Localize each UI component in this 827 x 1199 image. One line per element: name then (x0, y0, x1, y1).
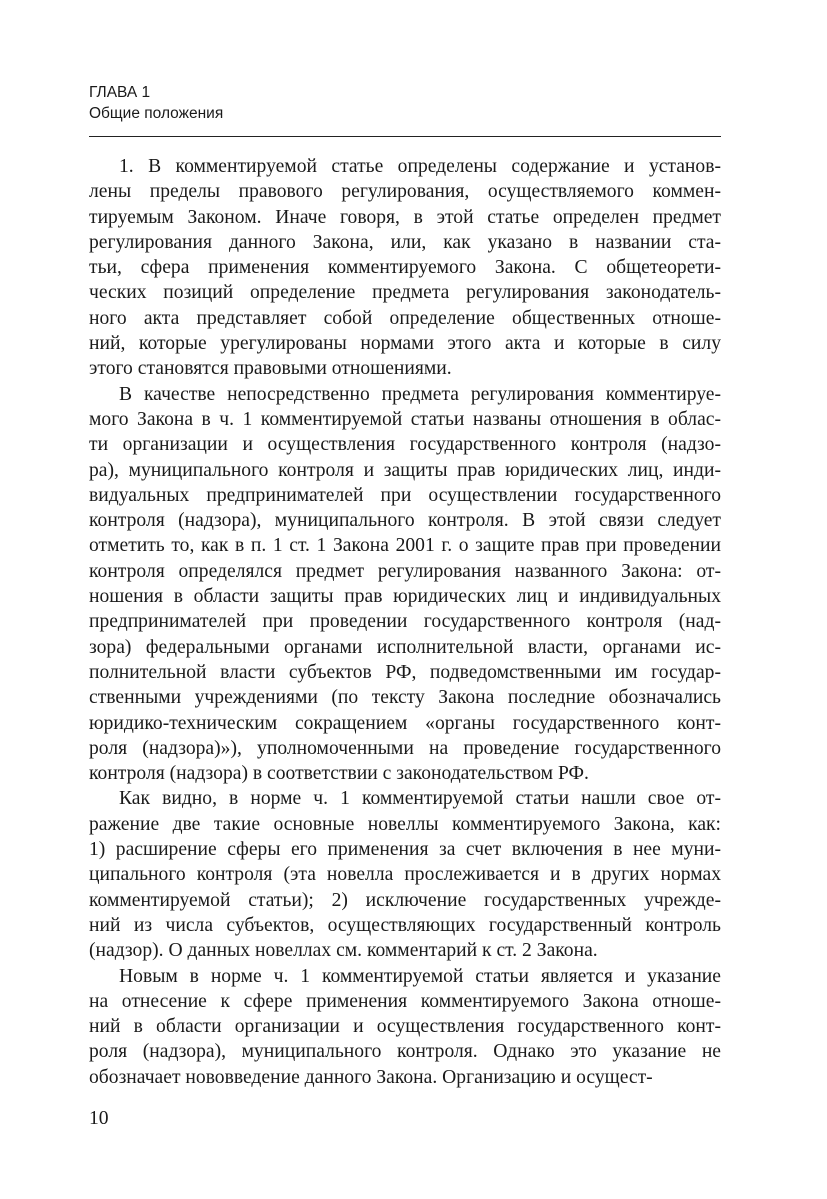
text-line: видуальных предпринимателей при осуществлении государственного (89, 484, 721, 506)
text-line: ного акта представляет собой определение общественных отноше- (89, 307, 721, 329)
text-line: ний в области организации и осуществления государственного конт- (89, 1016, 721, 1038)
chapter-title: Общие положения (89, 105, 224, 122)
text-line: ти организации и осуществления государственного контроля (надзо- (89, 434, 721, 456)
text-line: роля (надзора)»), уполномоченными на проведение государственного (89, 737, 721, 759)
text-line: Новым в норме ч. 1 комментируемой статьи является и указание (119, 965, 721, 987)
text-line: отметить то, как в п. 1 ст. 1 Закона 2001 г. о защите прав при проведении (89, 535, 721, 557)
text-line: на отнесение к сфере применения комментируемого Закона отноше- (89, 990, 721, 1012)
paragraph (89, 786, 721, 963)
text-line: зора) федеральными органами исполнительной власти, органами ис- (89, 636, 721, 658)
header-divider (89, 136, 721, 137)
text-line: регулирования данного Закона, или, как указано в названии ста- (89, 231, 721, 253)
text-line: ний из числа субъектов, осуществляющих государственный контроль (89, 914, 721, 936)
text-line: лены пределы правового регулирования, осуществляемого коммен- (89, 181, 721, 203)
body-text (89, 154, 721, 1090)
text-line: (надзор). О данных новеллах см. комментарий к ст. 2 Закона. (89, 940, 598, 962)
text-line: предпринимателей при проведении государственного контроля (над- (89, 611, 721, 633)
text-line: этого становятся правовыми отношениями. (89, 358, 452, 380)
text-line: 1) расширение сферы его применения за счет включения в нее муни- (89, 839, 721, 861)
text-line: полнительной власти субъектов РФ, подведомственными им государ- (89, 661, 721, 683)
page-number: 10 (89, 1108, 109, 1129)
text-line: тьи, сфера применения комментируемого Закона. С общетеорети- (89, 257, 721, 279)
paragraph (89, 382, 721, 787)
text-line: ственными учреждениями (по тексту Закона последние обозначались (89, 687, 721, 709)
text-line: контроля (надзора) в соответствии с законодательством РФ. (89, 763, 589, 785)
paragraph (89, 154, 721, 382)
chapter-label: ГЛАВА 1 (89, 84, 151, 101)
text-line: ражение две такие основные новеллы комментируемого Закона, как: (89, 813, 721, 835)
text-line: ношения в области защиты прав юридических лиц и индивидуальных (89, 586, 721, 608)
text-line: ний, которые урегулированы нормами этого акта и которые в силу (89, 333, 721, 355)
text-line: контроля (надзора), муниципального контроля. В этой связи следует (89, 510, 721, 532)
text-line: комментируемой статьи); 2) исключение государственных учрежде- (89, 889, 721, 911)
text-line: 1. В комментируемой статье определены содержание и установ- (119, 156, 721, 177)
text-line: ципального контроля (эта новелла прослеживается и в других нормах (89, 864, 721, 886)
text-line: Как видно, в норме ч. 1 комментируемой статьи нашли свое от- (119, 788, 721, 810)
text-line: В качестве непосредственно предмета регулирования комментируе- (119, 383, 721, 405)
text-line: ческих позиций определение предмета регулирования законодатель- (89, 282, 721, 304)
paragraph (89, 964, 721, 1090)
text-line: роля (надзора), муниципального контроля. Однако это указание не (89, 1041, 721, 1063)
running-head (89, 82, 223, 124)
text-line: юридико-техническим сокращением «органы государственного конт- (89, 712, 721, 734)
text-line: обозначает нововведение данного Закона. Организацию и осущест- (89, 1066, 653, 1088)
text-line: ра), муниципального контроля и защиты прав юридических лиц, инди- (89, 459, 721, 481)
text-line: тируемым Законом. Иначе говоря, в этой статье определен предмет (89, 206, 721, 228)
text-line: контроля определялся предмет регулирования названного Закона: от- (89, 560, 721, 582)
text-line: мого Закона в ч. 1 комментируемой статьи названы отношения в облас- (89, 408, 721, 430)
